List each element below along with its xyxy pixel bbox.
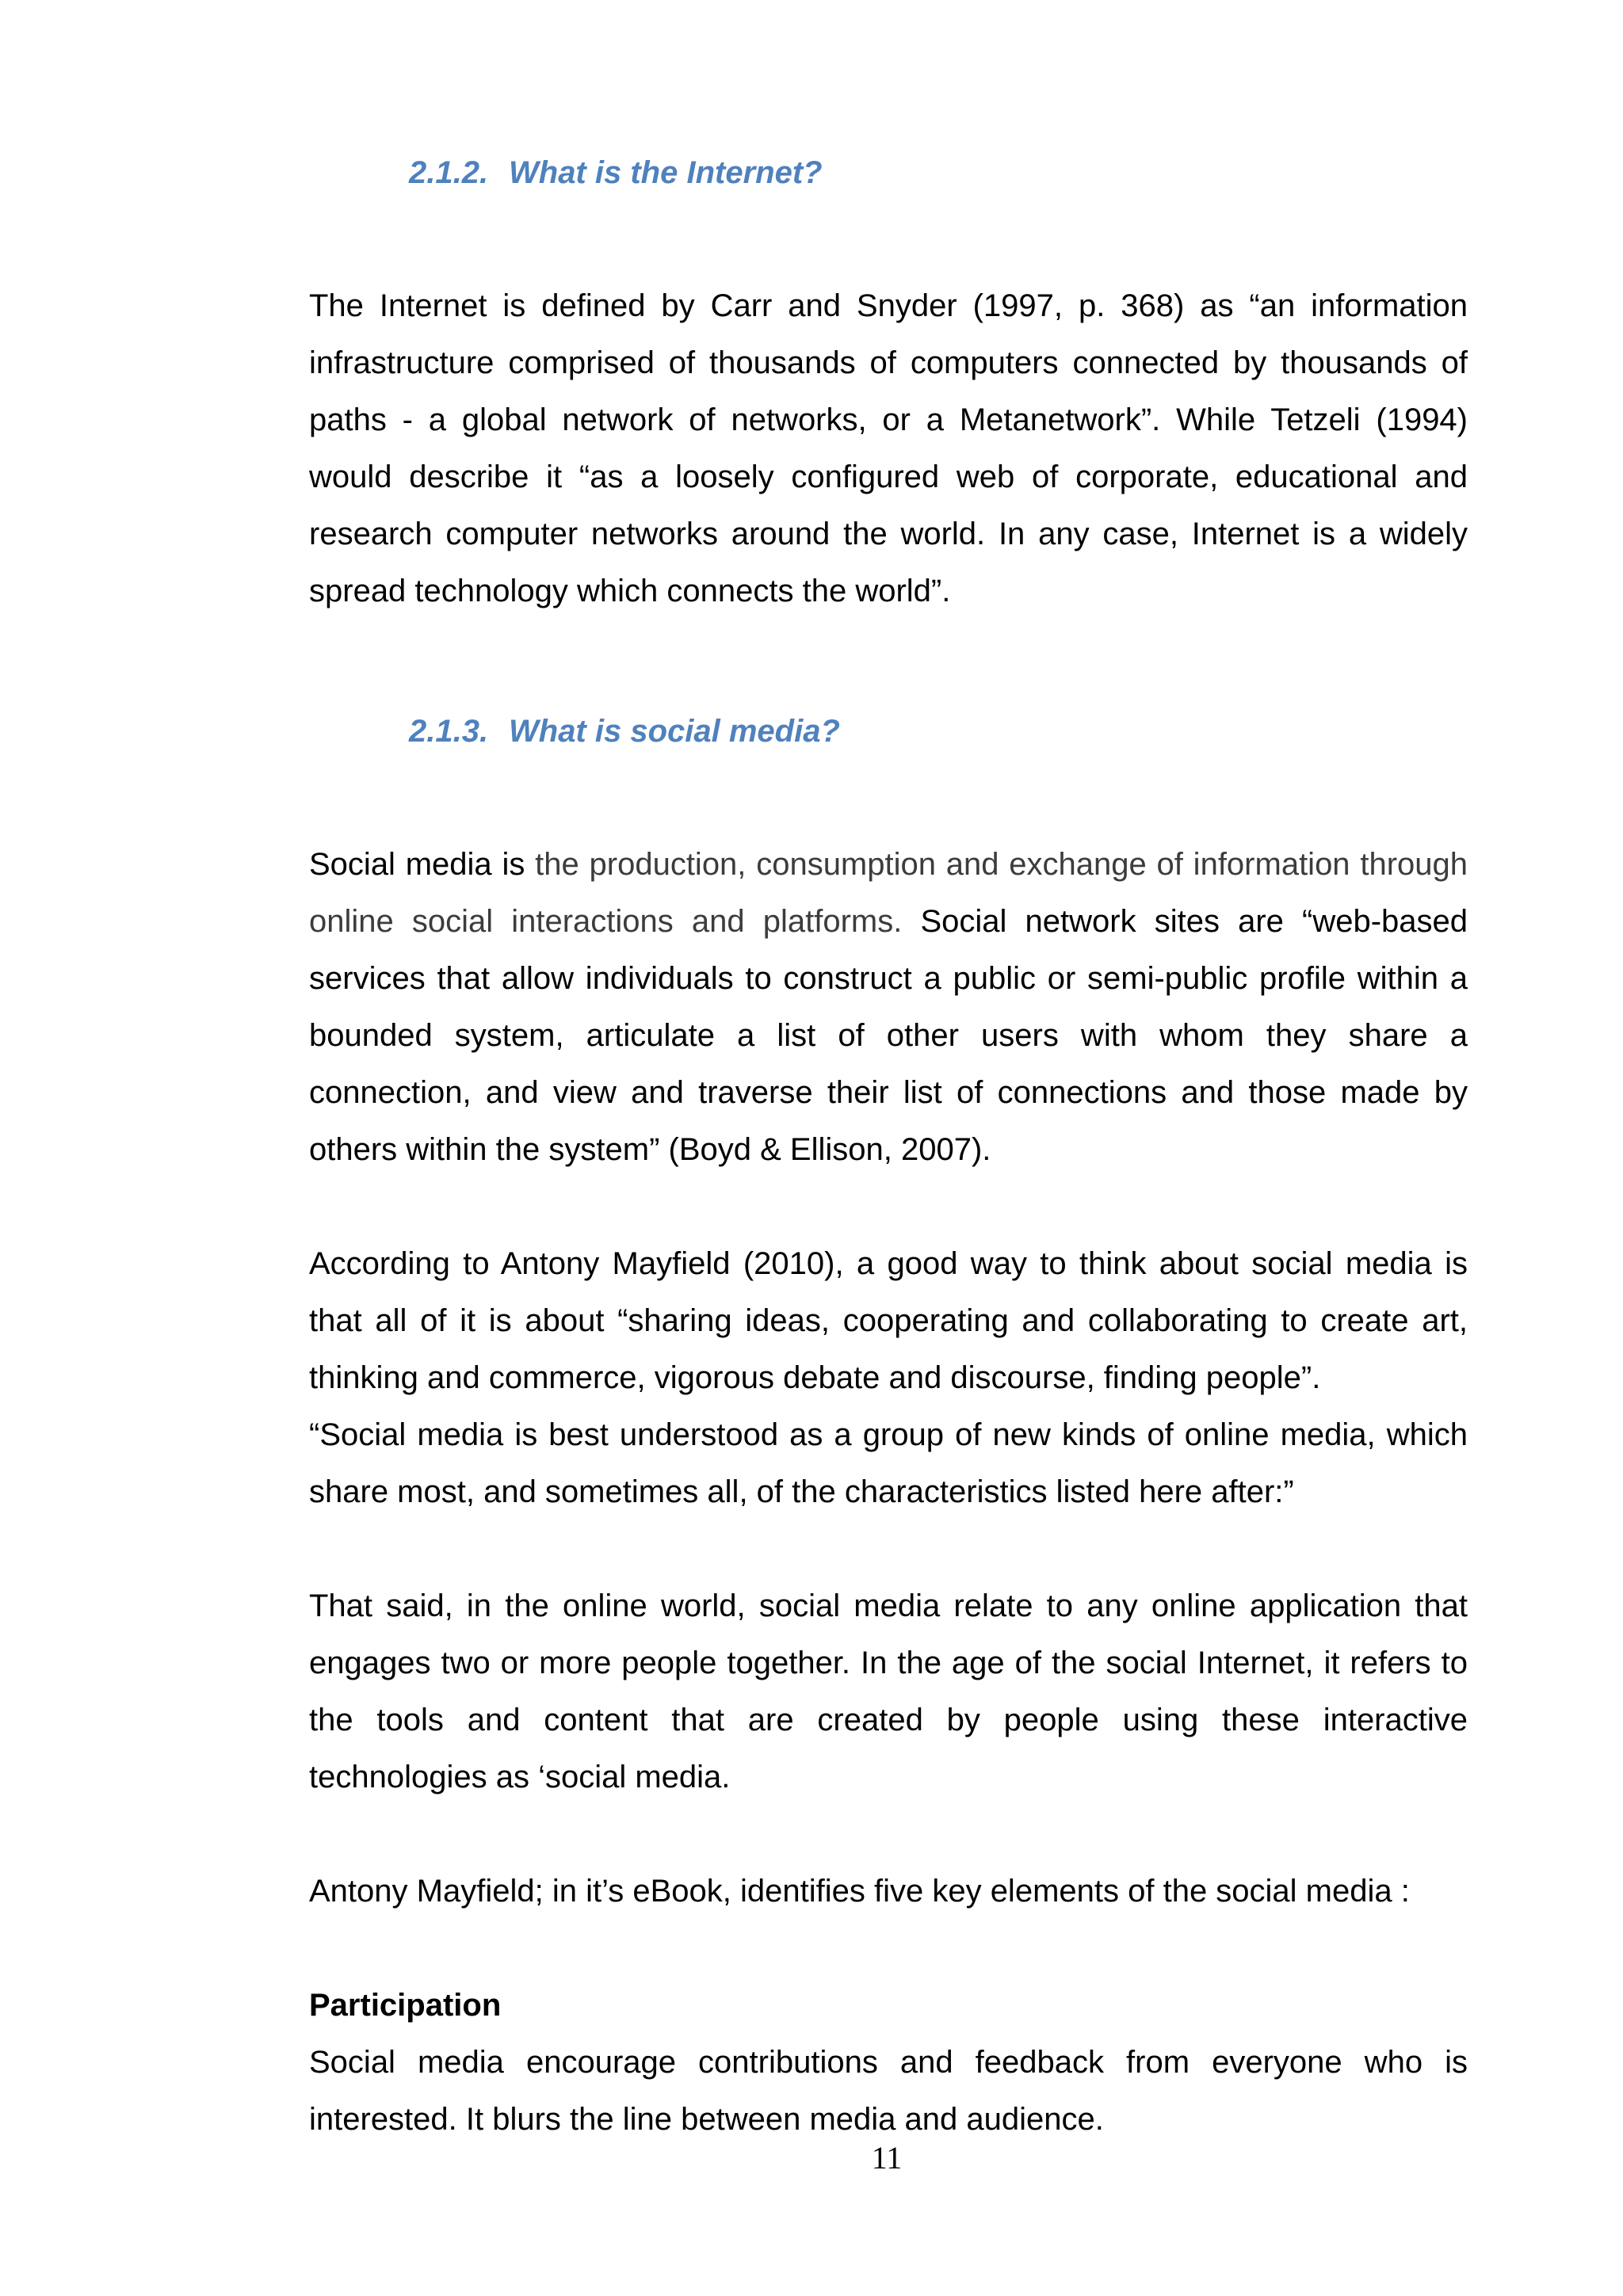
paragraph-mayfield-2: “Social media is best understood as a group of new kinds of online media, which share most, and sometimes all, of the characteristics listed here after:” — [309, 1417, 1468, 1509]
paragraph-social-media-intro — [309, 836, 1468, 1178]
participation-heading: Participation — [309, 1988, 502, 2023]
section-number: 2.1.3. — [409, 714, 489, 749]
intro-definition-text: the production, consumption and exchange of information through online social interactions and platforms. — [309, 847, 1468, 939]
section-title: What is social media? — [509, 714, 840, 749]
page-content — [309, 149, 1468, 2148]
paragraph-online-world: That said, in the online world, social media relate to any online application that engages two or more people together. In the age of the social Internet, it refers to the tools and content that are created by people using these interactive technologies as ‘social media. — [309, 1589, 1468, 1794]
section-title: What is the Internet? — [509, 155, 823, 190]
section-number: 2.1.2. — [409, 155, 489, 190]
paragraph-internet-definition: The Internet is defined by Carr and Snyder (1997, p. 368) as “an information infrastructure comprised of thousands of computers connected by thousands of paths - a global network of networks, or a Metanetwork”. While Tetzeli (1994) would describe it “as a loosely configured web of corporate, educational and research computer networks around the world. In any case, Internet is a widely spread technology which connects the world”. — [309, 288, 1468, 608]
paragraph-participation: Social media encourage contributions and feedback from everyone who is interested. It blurs the line between media and audience. — [309, 2045, 1468, 2137]
intro-rest-text: Social network sites are “web-based services that allow individuals to construct a public or semi-public profile within a bounded system, articulate a list of other users with whom they share a connection, and view and traverse their list of connections and those made by others within the system” (Boyd & Ellison, 2007). — [309, 904, 1468, 1167]
intro-lead-text: Social media is — [309, 847, 536, 882]
page-number: 11 — [871, 2140, 903, 2176]
paragraph-mayfield-1: According to Antony Mayfield (2010), a good way to think about social media is that all of it is about “sharing ideas, cooperating and collaborating to create art, thinking and commerce, vigorous debate and discourse, finding people”. — [309, 1246, 1468, 1395]
paragraph-five-elements: Antony Mayfield; in it’s eBook, identifies five key elements of the social media : — [309, 1874, 1410, 1909]
section-heading-internet — [409, 149, 1468, 196]
section-heading-social-media — [409, 707, 1468, 755]
